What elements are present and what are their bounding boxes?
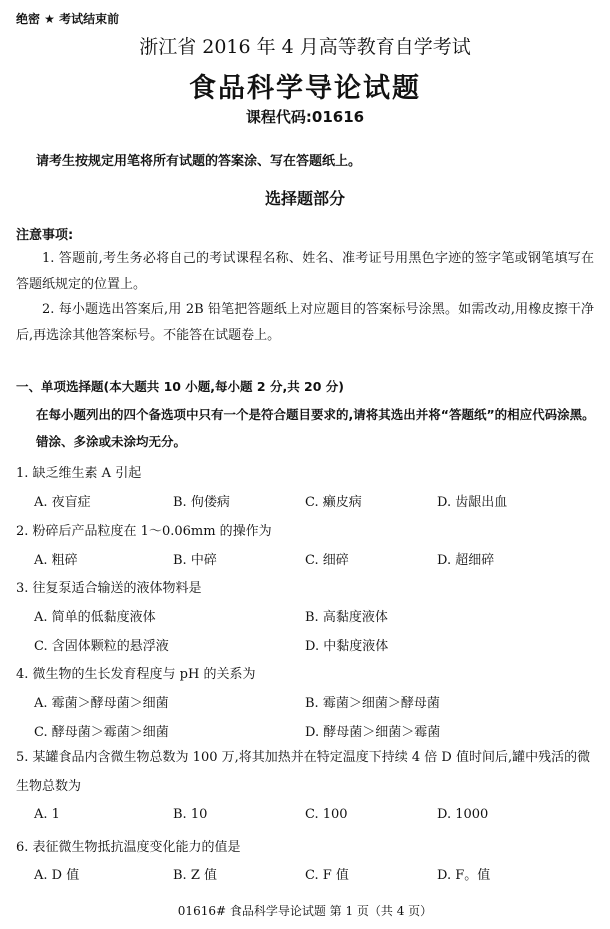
option-a: A. 粗碎 (34, 553, 78, 568)
question-stem: 6. 表征微生物抵抗温度变化能力的值是 (16, 840, 241, 855)
option-c: C. F 值 (305, 868, 349, 883)
question-stem: 1. 缺乏维生素 A 引起 (16, 466, 142, 481)
question-stem: 3. 往复泵适合输送的液体物料是 (16, 581, 202, 596)
exam-title: 浙江省 2016 年 4 月高等教育自学考试 (139, 36, 471, 58)
option-c: C. 含固体颗粒的悬浮液 (34, 639, 169, 654)
subject-title: 食品科学导论试题 (189, 73, 421, 104)
option-d: D. 酵母菌＞细菌＞霉菌 (305, 725, 441, 740)
option-a: A. 1 (34, 807, 60, 822)
option-b: B. 霉菌＞细菌＞酵母菌 (305, 696, 440, 711)
option-c: C. 100 (305, 807, 348, 822)
question-stem: 2. 粉碎后产品粒度在 1～0.06mm 的操作为 (16, 524, 272, 539)
notes-heading: 注意事项: (16, 228, 74, 243)
part-title: 选择题部分 (264, 189, 345, 208)
page-footer: 01616# 食品科学导论试题 第 1 页（共 4 页） (177, 904, 433, 918)
option-b: B. 高黏度液体 (305, 610, 388, 625)
option-b: B. 中碎 (173, 553, 217, 568)
option-d: D. 1000 (437, 807, 489, 822)
option-a: A. D 值 (34, 868, 80, 883)
option-d: D. 齿龈出血 (437, 495, 508, 510)
option-a: A. 夜盲症 (34, 495, 91, 510)
option-b: B. 10 (173, 807, 208, 822)
option-a: A. 霉菌＞酵母菌＞细菌 (34, 696, 169, 711)
option-a: A. 简单的低黏度液体 (34, 610, 156, 625)
note-item: 1. 答题前,考生务必将自己的考试课程名称、姓名、准考证号用黑色字迹的签字笔或钢笔填写在答题纸规定的位置上。 (16, 251, 594, 292)
option-c: C. 癞皮病 (305, 495, 362, 510)
option-c: C. 酵母菌＞霉菌＞细菌 (34, 725, 169, 740)
section-title: 一、单项选择题(本大题共 10 小题,每小题 2 分,共 20 分) (16, 379, 345, 394)
answer-instruction: 请考生按规定用笔将所有试题的答案涂、写在答题纸上。 (36, 154, 362, 169)
question-stem: 4. 微生物的生长发育程度与 pH 的关系为 (16, 667, 256, 682)
section-description: 在每小题列出的四个备选项中只有一个是符合题目要求的,请将其选出并将“答题纸”的相应代码涂黑。错涂、多涂或未涂均无分。 (36, 407, 595, 449)
note-item: 2. 每小题选出答案后,用 2B 铅笔把答题纸上对应题目的答案标号涂黑。如需改动,用橡皮擦干净后,再选涂其他答案标号。不能答在试题卷上。 (16, 302, 594, 343)
option-b: B. 佝偻病 (173, 495, 230, 510)
option-d: D. 中黏度液体 (305, 639, 389, 654)
option-b: B. Z 值 (173, 868, 217, 883)
option-d: D. 超细碎 (437, 553, 495, 568)
option-c: C. 细碎 (305, 553, 349, 568)
confidential-label: 绝密 ★ 考试结束前 (16, 12, 120, 26)
option-d: D. F。值 (437, 868, 491, 883)
question-stem: 5. 某罐食品内含微生物总数为 100 万,将其加热并在特定温度下持续 4 倍 D 值时间后,罐中残活的微生物总数为 (16, 750, 591, 794)
course-code: 课程代码:01616 (245, 108, 365, 126)
